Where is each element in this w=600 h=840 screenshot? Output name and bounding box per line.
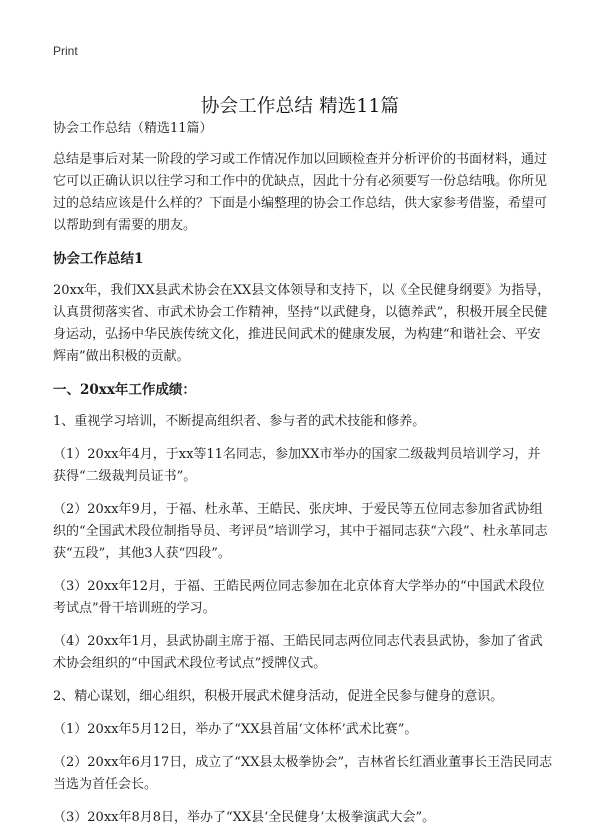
point-heading: 2、精心谋划，细心组织，积极开展武术健身活动，促进全民参与健身的意识。 — [53, 689, 504, 704]
list-item: （3）20xx年8月8日，举办了“XX县‘全民健身’太极拳演武大会”。 — [53, 810, 436, 825]
print-link[interactable]: Print — [53, 44, 78, 58]
list-item: （3）20xx年12月，于福、王皓民两位同志参加在北京体育大学举办的“中国武术段位考试点”骨干培训班的学习。 — [53, 579, 545, 616]
document-subtitle: 协会工作总结（精选11篇） — [53, 121, 213, 136]
document-body — [53, 118, 553, 840]
list-item: （1）20xx年5月12日，举办了“XX县首届‘文体杯’武术比赛”。 — [53, 722, 418, 737]
intro-paragraph: 总结是事后对某一阶段的学习或工作情况作加以回顾检查并分析评价的书面材料，通过它可以正确认识以往学习和工作中的优缺点，因此十分有必须要写一份总结哦。你所见过的总结应该是什么样的？下面是小编整理的协会工作总结，供大家参考借鉴，希望可以帮助到有需要的朋友。 — [53, 152, 548, 233]
list-item: （2）20xx年9月，于福、杜永革、王皓民、张庆坤、于爱民等五位同志参加省武协组织的“全国武术段位制指导员、考评员”培训学习，其中于福同志获“六段”、杜永革同志获“五段”，其他3人获“四段”。 — [53, 502, 548, 561]
point-heading: 1、重视学习培训，不断提高组织者、参与者的武术技能和修养。 — [53, 414, 426, 429]
section-heading: 协会工作总结1 — [53, 251, 144, 267]
document-title: 协会工作总结 精选11篇 — [200, 96, 400, 118]
list-item: （4）20xx年1月，县武协副主席于福、王皓民同志两位同志代表县武协，参加了省武术协会组织的“中国武术段位考试点”授牌仪式。 — [53, 634, 543, 671]
list-item: （1）20xx年4月，于xx等11名同志，参加XX市举办的国家二级裁判员培训学习，并获得“二级裁判员证书”。 — [53, 447, 541, 484]
achievements-heading: 一、20xx年工作成绩： — [53, 382, 196, 398]
list-item: （2）20xx年6月17日，成立了“XX县太极拳协会”，吉林省长红酒业董事长王浩民同志当选为首任会长。 — [53, 755, 553, 792]
section-paragraph: 20xx年，我们XX县武术协会在XX县文体领导和支持下，以《全民健身纲要》为指导，认真贯彻落实省、市武术协会工作精神，坚持“以武健身，以德养武”，积极开展全民健身运动，弘扬中华民族传统文化，推进民间武术的健康发展，为构建“和谐社会、平安辉南”做出积极的贡献。 — [53, 283, 551, 364]
